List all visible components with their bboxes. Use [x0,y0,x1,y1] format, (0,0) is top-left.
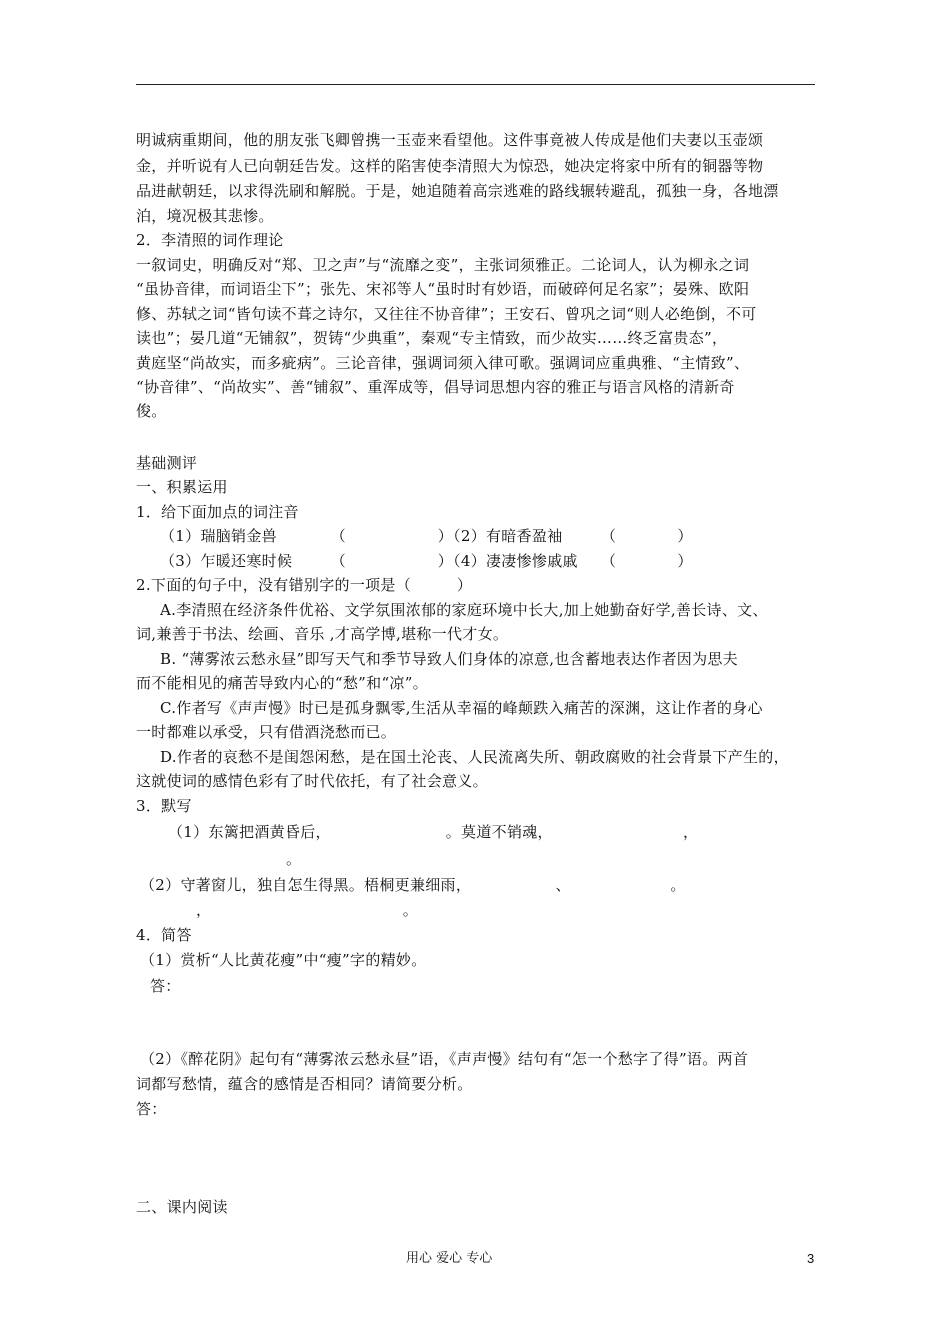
question-3-item: （1）东篱把酒黄昏后， 。莫道不销魂， ， [168,823,699,841]
section-heading: 一、积累运用 [136,478,228,496]
section-heading: 二、课内阅读 [136,1198,228,1216]
option-c: C.作者写《声声慢》时已是孤身飘零,生活从幸福的峰颠跌入痛苦的深渊，这让作者的身心 [160,699,763,717]
option-a: A.李清照在经济条件优裕、文学氛围浓郁的家庭环境中长大,加上她勤奋好学,善长诗、文、 [160,601,768,619]
body-line: 黄庭坚“尚故实，而多疵病”。三论音律，强调词须入律可歌。强调词应重典雅、“主情致”、 [136,354,750,372]
body-line: 修、苏轼之词“皆句读不葺之诗尔，又往往不协音律”；王安石、曾巩之词“则人必绝倒，不可 [136,305,757,323]
question-4-item-cont: 词都写愁情，蕴含的感情是否相同？请简要分析。 [136,1075,473,1093]
question-3-item-cont: 。 [286,850,302,868]
body-line: 明诚病重期间，他的朋友张飞卿曾携一玉壶来看望他。这件事竟被人传成是他们夫妻以玉壶颂 [136,131,764,149]
body-line: 品进献朝廷，以求得洗刷和解脱。于是，她追随着高宗逃难的路线辗转避乱，孤独一身，各地漂 [136,182,779,200]
body-line: 俊。 [136,402,167,420]
body-line: 一叙词史，明确反对“郑、卫之声”与“流靡之变”，主张词须雅正。二论词人，认为柳永之词 [136,256,750,274]
option-a-cont: 词,兼善于书法、绘画、音乐 ,才高学博,堪称一代才女。 [136,625,509,643]
option-c-cont: 一时都难以承受，只有借酒浇愁而已。 [136,723,397,741]
question-1-item: （1）瑞脑销金兽 （ ）（2）有暗香盈袖 （ ） [160,527,693,545]
option-d-cont: 这就使词的感情色彩有了时代依托，有了社会意义。 [136,772,488,790]
question-4-item: （1）赏析“人比黄花瘦”中“瘦”字的精妙。 [140,951,427,969]
body-line: 金，并听说有人已向朝廷告发。这样的陷害使李清照大为惊恐，她决定将家中所有的铜器等物 [136,157,764,175]
answer-label: 答： [136,1100,167,1118]
section-heading: 2．李清照的词作理论 [136,231,284,249]
question-3-item: （2）守著窗儿，独自怎生得黑。梧桐更兼细雨， 、 。 [140,876,686,894]
section-heading: 基础测评 [136,454,198,472]
question-1: 1．给下面加点的词注音 [136,503,299,521]
body-line: “虽协音律，而词语尘下”；张先、宋祁等人“虽时时有妙语，而破碎何足名家”；晏殊、欧阳 [136,280,750,298]
answer-label: 答： [150,977,181,995]
page-number: 3 [807,1251,815,1266]
question-1-item: （3）乍暖还寒时候 （ ）（4）凄凄惨惨戚戚 （ ） [160,552,693,570]
question-4: 4．简答 [136,926,192,944]
option-b-cont: 而不能相见的痛苦导致内心的“愁”和“凉”。 [136,674,428,692]
body-line: “协音律”、“尚故实”、善“铺叙”、重浑成等，倡导词思想内容的雅正与语言风格的清新奇 [136,378,735,396]
header-rule [136,84,815,85]
option-d: D.作者的哀愁不是闺怨闲愁，是在国土沦丧、人民流离失所、朝政腐败的社会背景下产生的， [160,748,789,766]
question-2: 2.下面的句子中，没有错别字的一项是（ ） [136,576,473,594]
body-line: 读也”；晏几道“无铺叙”，贺铸“少典重”，秦观“专主情致，而少故实……终乏富贵态”， [136,329,728,347]
footer-center-text: 用心 爱心 专心 [406,1251,493,1266]
body-line: 泊，境况极其悲惨。 [136,207,274,225]
question-3: 3．默写 [136,797,192,815]
question-4-item: （2）《醉花阴》起句有“薄雾浓云愁永昼”语，《声声慢》结句有“怎一个愁字了得”语。两首 [140,1050,749,1068]
option-b: B. “薄雾浓云愁永昼”即写天气和季节导致人们身体的凉意,也含蓄地表达作者因为思夫 [160,650,738,668]
question-3-item-cont: ， 。 [196,901,419,919]
